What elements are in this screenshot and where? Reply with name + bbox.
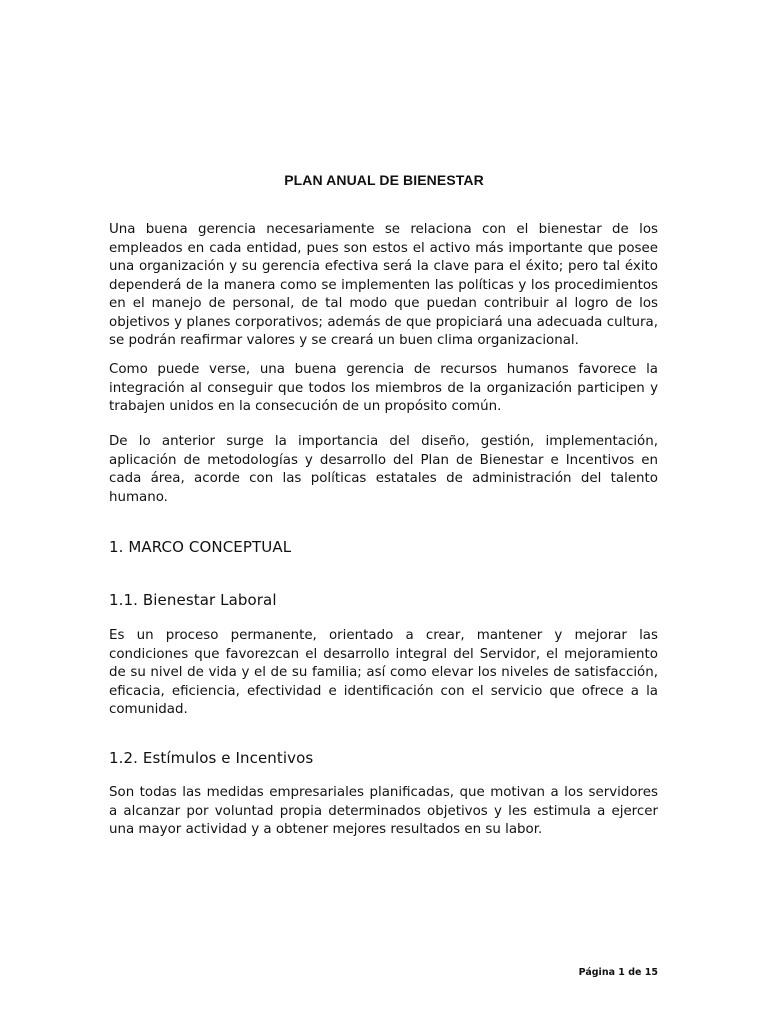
- estimulos-incentivos-paragraph: Son todas las medidas empresariales planificadas, que motivan a los servidores a alcanzar por voluntad propia determinados objetivos y les estimula a ejercer una mayor actividad y a obtener mejores resultados en su labor.: [109, 785, 658, 837]
- intro-paragraph-1: Una buena gerencia necesariamente se relaciona con el bienestar de los empleados en cada entidad, pues son estos el activo más importante que posee una organización y su gerencia efectiva será la clave para el éxito; pero tal éxito dependerá de la manera como se implementen las políticas y los procedimientos en el manejo de personal, de tal modo que puedan contribuir al logro de los objetivos y planes corporativos; además de que propiciará una adecuada cultura, se podrán reafirmar valores y se creará un buen clima organizacional.: [109, 222, 658, 348]
- section-heading-marco-conceptual: 1. MARCO CONCEPTUAL: [109, 538, 292, 556]
- document-title: PLAN ANUAL DE BIENESTAR: [284, 172, 484, 188]
- section-heading-estimulos-incentivos: 1.2. Estímulos e Incentivos: [109, 749, 314, 767]
- page-number: Página 1 de 15: [578, 967, 658, 978]
- section-heading-bienestar-laboral: 1.1. Bienestar Laboral: [109, 591, 277, 609]
- intro-paragraph-3: De lo anterior surge la importancia del diseño, gestión, implementación, aplicación de metodologías y desarrollo del Plan de Bienestar e Incentivos en cada área, acorde con las políticas estatales de administración del talento humano.: [109, 434, 658, 505]
- bienestar-laboral-paragraph: Es un proceso permanente, orientado a crear, mantener y mejorar las condiciones que favorezcan el desarrollo integral del Servidor, el mejoramiento de su nivel de vida y el de su familia; así como elevar los niveles de satisfacción, eficacia, eficiencia, efectividad e identificación con el servicio que ofrece a la comunidad.: [109, 628, 658, 717]
- intro-paragraph-2: Como puede verse, una buena gerencia de recursos humanos favorece la integración al conseguir que todos los miembros de la organización participen y trabajen unidos en la consecución de un propósito común.: [109, 362, 658, 414]
